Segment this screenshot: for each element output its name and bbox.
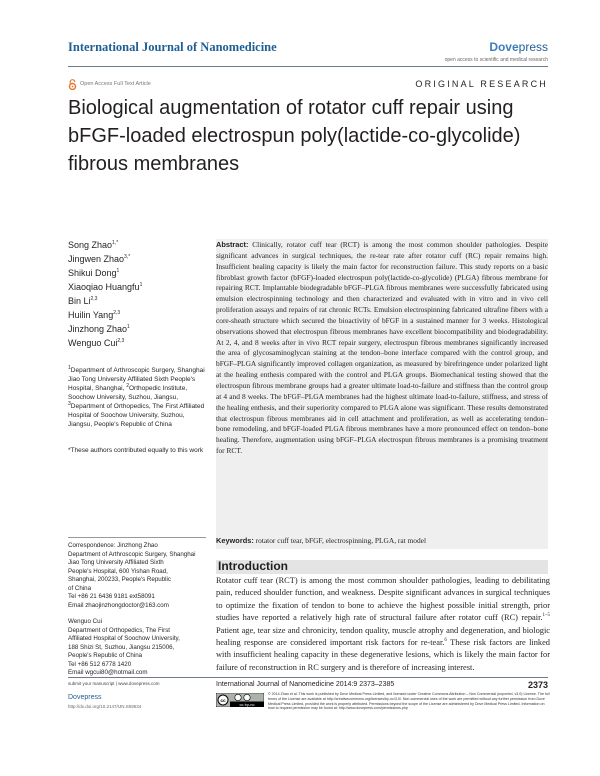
author: Shikui Dong$^1$ <box>68 268 120 278</box>
journal-citation: International Journal of Nanomedicine 2014:9 2373–2385 <box>216 681 395 688</box>
creative-commons-badge-icon[interactable] <box>216 693 264 707</box>
footer-divider <box>68 677 548 678</box>
affiliations: $^1$Department of Arthroscopic Surgery, Shanghai Jiao Tong University Affiliated Sixth People's Hospital, Shanghai, $^2$Orthopedic Institute, Soochow University, Suzhou, Jiangsu, $^3$Department of Orthopedics, The First Affiliated Hospital of Soochow University, Suzhou, Jiangsu, People's Republic of China <box>68 364 205 428</box>
correspondence-divider <box>68 537 206 538</box>
abstract: Abstract: Clinically, rotator cuff tear (RCT) is among the most common shoulder pathologies. Despite significant advances in surgical techniques, the re-tear rate after rotator cuff (RC) repair remains high. Insufficient healing capacity is likely the main factor for reconstruction failure. This study reports on a basic fibroblast growth factor (bFGF)-loaded electrospun poly(lactide-co-glycolide) (PLGA) fibrous membrane for repairing RCT. Implantable biodegradable bFGF–PLGA fibrous membranes were successfully fabricated using emulsion electrospinning technology and then characterized and evaluated with in vitro and in vivo cell proliferation assays and repairs of rat chronic RCTs. Emulsion electrospinning fabricated ultrafine fibers with a core-sheath structure which secured the bioactivity of bFGF in a sustained manner for 3 weeks. Histological observations showed that electrospun fibrous membranes have excellent biocompatibility and biodegradability. At 2, 4, and 8 weeks after in vivo RCT repair surgery, electrospun fibrous membranes significantly increased the area of glycosaminoglycan staining at the tendon–bone interface compared with the control group, and bFGF–PLGA significantly improved collagen organization, as measured by birefringence under polarized light at the healing enthesis compared with the control and PLGA groups. Biomechanical testing showed that the electrospun fibrous membrane groups had a greater ultimate load-to-failure and stiffness than the control group at 4 and 8 weeks. The bFGF–PLGA membranes had the highest ultimate load-to-failure, stiffness, and stress of the healing enthesis, and their superiority compared to PLGA alone was significant. These results demonstrated that electrospun fibrous membranes aid in cell attachment and proliferation, as well as accelerating tendon–bone remodeling, and bFGF-loaded PLGA fibrous membranes have a more pronounced effect on tendon–bone healing. Therefore, augmentation using bFGF–PLGA electrospun fibrous membranes is a promising treatment for RCT. <box>216 240 548 456</box>
author: Song Zhao$^{1,*}$ <box>68 240 119 250</box>
author: Bin Li$^{2,3}$ <box>68 296 98 306</box>
cc-badge-label: cc by-nc <box>239 702 255 707</box>
email-link[interactable]: Email wgcui80@hotmail.com <box>68 669 148 676</box>
journal-name: International Journal of Nanomedicine <box>68 40 277 54</box>
license-text: © 2014 Zhao et al. This work is published by Dove Medical Press Limited, and licensed under Creative Commons Attribution – Non Commercial (unported, v3.0) License. The full terms of the License are available at http://creativecommons.org/licenses/by-nc/3.0/. Non-commercial uses of the work are permitted without any further permission from Dove Medical Press Limited, provided the work is properly attributed. Permissions beyond the scope of the License are administered by Dove Medical Press Limited. Information on how to request permission may be found at: http://www.dovepress.com/permissions.php <box>268 692 550 711</box>
email-link[interactable]: Email zhaojinzhongdoctor@163.com <box>68 601 169 609</box>
citation-link[interactable]: 1–5 <box>542 613 550 619</box>
author: Huilin Yang$^{2,3}$ <box>68 310 121 320</box>
article-type: ORIGINAL RESEARCH <box>415 79 548 89</box>
submit-link[interactable]: submit your manuscript | www.dovepress.com <box>68 681 160 686</box>
equal-contribution-note: *These authors contributed equally to this work <box>68 447 204 454</box>
publisher-logo: Dovepress <box>489 40 548 54</box>
page-number: 2373 <box>527 680 548 690</box>
section-heading: Introduction <box>218 559 288 573</box>
author: Wenguo Cui$^{2,3}$ <box>68 338 125 348</box>
open-access-label: Open Access Full Text Article <box>80 81 151 87</box>
correspondence: Correspondence: Jinzhong Zhao Department of Arthroscopic Surgery, Shanghai Jiao Tong University Affiliated Sixth People's Hospital, 600 Yishan Road, Shanghai, 200233, People's Republic of China Tel +86 21 6436 9181 ext58091 Email zhaojinzhongdoctor@163.com Wenguo Cui Department of Orthopedics, The First Affiliated Hospital of Soochow University, 188 Shizi St, Suzhou, Jiangsu 215006, People's Republic of China Tel +86 512 6778 1420 Email wgcui80@hotmail.com <box>68 542 208 678</box>
introduction-text: Rotator cuff tear (RCT) is among the most common shoulder pathologies, leading to debilitating pain, reduced shoulder function, and weakness. Despite significant advances in surgical techniques to optimize the fixation of tendon to bone to achieve the highest possible initial strength, prior studies have reported a relatively high rate of structural failure after rotator cuff (RC) repair.$^{1-5}$ Patient age, tear size and chronicity, tendon quality, muscle atrophy and degeneration, and biologic healing response are considered important risk factors for re-tear.$^6$ These risk factors are linked with insufficient healing capacity in these degenerative lesions, which is likely the main factor for failure of reconstruction in RC surgery and is therefore of increasing interest. <box>216 576 550 672</box>
doi-link[interactable]: http://dx.doi.org/10.2147/IJN.S59534 <box>68 704 142 709</box>
author: Jingwen Zhao$^{3,*}$ <box>68 254 131 264</box>
svg-text:cc: cc <box>220 698 226 704</box>
author: Jinzhong Zhao$^1$ <box>68 324 130 334</box>
article-title: Biological augmentation of rotator cuff repair using bFGF-loaded electrospun poly(lactide-co-glycolide) fibrous membranes <box>68 97 521 175</box>
footer-publisher-logo: Dovepress <box>68 694 102 701</box>
publisher-tagline: open access to scientific and medical research <box>444 57 548 63</box>
author: Xiaoqiao Huangfu$^1$ <box>68 282 143 292</box>
citation-link[interactable]: 6 <box>444 638 447 644</box>
open-access-icon <box>68 79 77 90</box>
header-divider <box>68 66 548 67</box>
keywords: Keywords: rotator cuff tear, bFGF, electrospinning, PLGA, rat model <box>216 536 427 545</box>
author-list <box>68 238 208 350</box>
